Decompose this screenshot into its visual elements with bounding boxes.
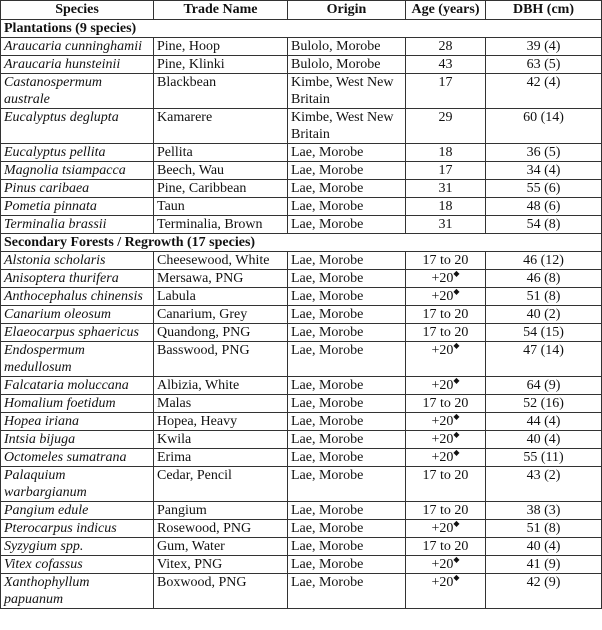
- trade-name-cell: Cedar, Pencil: [154, 467, 288, 502]
- dbh-cell: 52 (16): [486, 395, 602, 413]
- age-value: 17 to 20: [422, 396, 469, 411]
- table-row: [1, 56, 602, 74]
- age-cell: [406, 520, 486, 538]
- age-cell: [406, 56, 486, 74]
- table-row: [1, 252, 602, 270]
- dbh-cell: 54 (8): [486, 216, 602, 234]
- age-footnote-mark: ◆: [453, 269, 460, 278]
- species-cell: Castanospermum australe: [1, 74, 154, 109]
- dbh-cell: 51 (8): [486, 520, 602, 538]
- age-cell: [406, 377, 486, 395]
- age-cell: [406, 162, 486, 180]
- table-row: [1, 574, 602, 609]
- trade-name-cell: Taun: [154, 198, 288, 216]
- species-cell: Octomeles sumatrana: [1, 449, 154, 467]
- trade-name-cell: Pine, Caribbean: [154, 180, 288, 198]
- origin-cell: Lae, Morobe: [288, 180, 406, 198]
- dbh-cell: 42 (4): [486, 74, 602, 109]
- age-value: 43: [438, 57, 453, 72]
- species-cell: Xanthophyllum papuanum: [1, 574, 154, 609]
- trade-name-cell: Basswood, PNG: [154, 342, 288, 377]
- trade-name-cell: Kamarere: [154, 109, 288, 144]
- species-cell: Hopea iriana: [1, 413, 154, 431]
- table-row: [1, 109, 602, 144]
- age-cell: [406, 144, 486, 162]
- trade-name-cell: Pellita: [154, 144, 288, 162]
- trade-name-cell: Gum, Water: [154, 538, 288, 556]
- origin-cell: Lae, Morobe: [288, 413, 406, 431]
- dbh-cell: 42 (9): [486, 574, 602, 609]
- origin-cell: Lae, Morobe: [288, 270, 406, 288]
- species-cell: Falcataria moluccana: [1, 377, 154, 395]
- table-row: [1, 538, 602, 556]
- table-row: [1, 180, 602, 198]
- age-cell: [406, 431, 486, 449]
- dbh-cell: 47 (14): [486, 342, 602, 377]
- trade-name-cell: Vitex, PNG: [154, 556, 288, 574]
- age-cell: [406, 467, 486, 502]
- age-value: 29: [438, 110, 453, 125]
- origin-cell: Lae, Morobe: [288, 502, 406, 520]
- section-title: Secondary Forests / Regrowth (17 species): [1, 234, 602, 252]
- table-row: [1, 216, 602, 234]
- age-value: 17 to 20: [422, 503, 469, 518]
- species-cell: Pinus caribaea: [1, 180, 154, 198]
- origin-cell: Lae, Morobe: [288, 574, 406, 609]
- origin-cell: Lae, Morobe: [288, 556, 406, 574]
- table-row: [1, 162, 602, 180]
- species-cell: Pangium edule: [1, 502, 154, 520]
- origin-cell: Lae, Morobe: [288, 306, 406, 324]
- species-cell: Anthocephalus chinensis: [1, 288, 154, 306]
- dbh-cell: 51 (8): [486, 288, 602, 306]
- dbh-cell: 60 (14): [486, 109, 602, 144]
- age-footnote-mark: ◆: [453, 430, 460, 439]
- age-value: +20: [431, 378, 454, 393]
- age-value: 28: [438, 39, 453, 54]
- age-footnote-mark: ◆: [453, 448, 460, 457]
- age-cell: [406, 556, 486, 574]
- dbh-cell: 41 (9): [486, 556, 602, 574]
- age-cell: [406, 306, 486, 324]
- species-cell: Eucalyptus deglupta: [1, 109, 154, 144]
- origin-cell: Kimbe, West New Britain: [288, 74, 406, 109]
- species-cell: Anisoptera thurifera: [1, 270, 154, 288]
- table-row: [1, 324, 602, 342]
- age-value: 17 to 20: [422, 539, 469, 554]
- trade-name-cell: Blackbean: [154, 74, 288, 109]
- age-value: 31: [438, 217, 453, 232]
- trade-name-cell: Pangium: [154, 502, 288, 520]
- trade-name-cell: Kwila: [154, 431, 288, 449]
- trade-name-cell: Terminalia, Brown: [154, 216, 288, 234]
- table-row: [1, 556, 602, 574]
- age-footnote-mark: ◆: [453, 376, 460, 385]
- trade-name-cell: Cheesewood, White: [154, 252, 288, 270]
- dbh-cell: 48 (6): [486, 198, 602, 216]
- age-value: 18: [438, 199, 453, 214]
- age-footnote-mark: ◆: [453, 555, 460, 564]
- dbh-cell: 38 (3): [486, 502, 602, 520]
- dbh-cell: 40 (4): [486, 431, 602, 449]
- age-value: +20: [431, 432, 454, 447]
- dbh-cell: 40 (4): [486, 538, 602, 556]
- table-row: [1, 270, 602, 288]
- age-value: 17 to 20: [422, 307, 469, 322]
- age-footnote-mark: ◆: [453, 287, 460, 296]
- dbh-cell: 36 (5): [486, 144, 602, 162]
- dbh-cell: 46 (12): [486, 252, 602, 270]
- origin-cell: Lae, Morobe: [288, 449, 406, 467]
- dbh-cell: 34 (4): [486, 162, 602, 180]
- trade-name-cell: Mersawa, PNG: [154, 270, 288, 288]
- origin-cell: Lae, Morobe: [288, 431, 406, 449]
- age-cell: [406, 502, 486, 520]
- species-cell: Alstonia scholaris: [1, 252, 154, 270]
- origin-cell: Bulolo, Morobe: [288, 56, 406, 74]
- header-row: [1, 1, 602, 20]
- age-footnote-mark: ◆: [453, 573, 460, 582]
- dbh-cell: 39 (4): [486, 38, 602, 56]
- origin-cell: Lae, Morobe: [288, 538, 406, 556]
- age-value: 18: [438, 145, 453, 160]
- trade-name-cell: Albizia, White: [154, 377, 288, 395]
- table-row: [1, 288, 602, 306]
- header-origin: Origin: [288, 1, 406, 20]
- age-value: +20: [431, 575, 454, 590]
- table-row: [1, 395, 602, 413]
- dbh-cell: 55 (11): [486, 449, 602, 467]
- age-value: +20: [431, 271, 454, 286]
- origin-cell: Lae, Morobe: [288, 467, 406, 502]
- trade-name-cell: Malas: [154, 395, 288, 413]
- age-value: 17 to 20: [422, 468, 469, 483]
- species-cell: Magnolia tsiampacca: [1, 162, 154, 180]
- table-row: [1, 144, 602, 162]
- trade-name-cell: Boxwood, PNG: [154, 574, 288, 609]
- age-cell: [406, 324, 486, 342]
- age-footnote-mark: ◆: [453, 519, 460, 528]
- trade-name-cell: Erima: [154, 449, 288, 467]
- age-cell: [406, 574, 486, 609]
- origin-cell: Lae, Morobe: [288, 216, 406, 234]
- origin-cell: Kimbe, West New Britain: [288, 109, 406, 144]
- dbh-cell: 63 (5): [486, 56, 602, 74]
- table-row: [1, 38, 602, 56]
- dbh-cell: 44 (4): [486, 413, 602, 431]
- section-row: [1, 20, 602, 38]
- table-row: [1, 74, 602, 109]
- age-cell: [406, 180, 486, 198]
- origin-cell: Lae, Morobe: [288, 395, 406, 413]
- age-value: 17: [438, 163, 453, 178]
- species-cell: Canarium oleosum: [1, 306, 154, 324]
- origin-cell: Lae, Morobe: [288, 342, 406, 377]
- dbh-cell: 55 (6): [486, 180, 602, 198]
- header-age: Age (years): [406, 1, 486, 20]
- origin-cell: Lae, Morobe: [288, 377, 406, 395]
- table-row: [1, 502, 602, 520]
- trade-name-cell: Labula: [154, 288, 288, 306]
- table-row: [1, 377, 602, 395]
- age-value: +20: [431, 557, 454, 572]
- section-row: [1, 234, 602, 252]
- age-cell: [406, 74, 486, 109]
- age-value: +20: [431, 521, 454, 536]
- species-cell: Araucaria cunninghamii: [1, 38, 154, 56]
- age-cell: [406, 538, 486, 556]
- dbh-cell: 40 (2): [486, 306, 602, 324]
- origin-cell: Lae, Morobe: [288, 520, 406, 538]
- age-value: 17: [438, 75, 453, 90]
- age-cell: [406, 413, 486, 431]
- species-cell: Vitex cofassus: [1, 556, 154, 574]
- origin-cell: Lae, Morobe: [288, 144, 406, 162]
- table-row: [1, 306, 602, 324]
- age-cell: [406, 109, 486, 144]
- species-cell: Homalium foetidum: [1, 395, 154, 413]
- table-row: [1, 449, 602, 467]
- species-cell: Syzygium spp.: [1, 538, 154, 556]
- age-cell: [406, 270, 486, 288]
- origin-cell: Lae, Morobe: [288, 162, 406, 180]
- dbh-cell: 46 (8): [486, 270, 602, 288]
- age-value: 17 to 20: [422, 253, 469, 268]
- trade-name-cell: Pine, Hoop: [154, 38, 288, 56]
- age-cell: [406, 342, 486, 377]
- origin-cell: Bulolo, Morobe: [288, 38, 406, 56]
- age-value: 17 to 20: [422, 325, 469, 340]
- origin-cell: Lae, Morobe: [288, 288, 406, 306]
- age-value: +20: [431, 414, 454, 429]
- age-value: +20: [431, 289, 454, 304]
- origin-cell: Lae, Morobe: [288, 198, 406, 216]
- header-species: Species: [1, 1, 154, 20]
- dbh-cell: 43 (2): [486, 467, 602, 502]
- table-row: [1, 431, 602, 449]
- origin-cell: Lae, Morobe: [288, 324, 406, 342]
- age-value: +20: [431, 450, 454, 465]
- header-dbh: DBH (cm): [486, 1, 602, 20]
- species-cell: Eucalyptus pellita: [1, 144, 154, 162]
- origin-cell: Lae, Morobe: [288, 252, 406, 270]
- age-cell: [406, 288, 486, 306]
- age-cell: [406, 198, 486, 216]
- trade-name-cell: Rosewood, PNG: [154, 520, 288, 538]
- table-row: [1, 413, 602, 431]
- header-trade-name: Trade Name: [154, 1, 288, 20]
- age-footnote-mark: ◆: [453, 341, 460, 350]
- trade-name-cell: Hopea, Heavy: [154, 413, 288, 431]
- age-cell: [406, 216, 486, 234]
- dbh-cell: 54 (15): [486, 324, 602, 342]
- age-value: 31: [438, 181, 453, 196]
- age-cell: [406, 395, 486, 413]
- age-footnote-mark: ◆: [453, 412, 460, 421]
- table-row: [1, 198, 602, 216]
- section-title: Plantations (9 species): [1, 20, 602, 38]
- species-cell: Araucaria hunsteinii: [1, 56, 154, 74]
- species-cell: Palaquium warbargianum: [1, 467, 154, 502]
- trade-name-cell: Quandong, PNG: [154, 324, 288, 342]
- table-row: [1, 467, 602, 502]
- species-cell: Intsia bijuga: [1, 431, 154, 449]
- species-cell: Terminalia brassii: [1, 216, 154, 234]
- age-value: +20: [431, 343, 454, 358]
- species-cell: Pometia pinnata: [1, 198, 154, 216]
- table-row: [1, 342, 602, 377]
- trade-name-cell: Pine, Klinki: [154, 56, 288, 74]
- trade-name-cell: Canarium, Grey: [154, 306, 288, 324]
- age-cell: [406, 252, 486, 270]
- species-cell: Endospermum medullosum: [1, 342, 154, 377]
- dbh-cell: 64 (9): [486, 377, 602, 395]
- species-cell: Elaeocarpus sphaericus: [1, 324, 154, 342]
- table-row: [1, 520, 602, 538]
- age-cell: [406, 449, 486, 467]
- species-cell: Pterocarpus indicus: [1, 520, 154, 538]
- age-cell: [406, 38, 486, 56]
- trade-name-cell: Beech, Wau: [154, 162, 288, 180]
